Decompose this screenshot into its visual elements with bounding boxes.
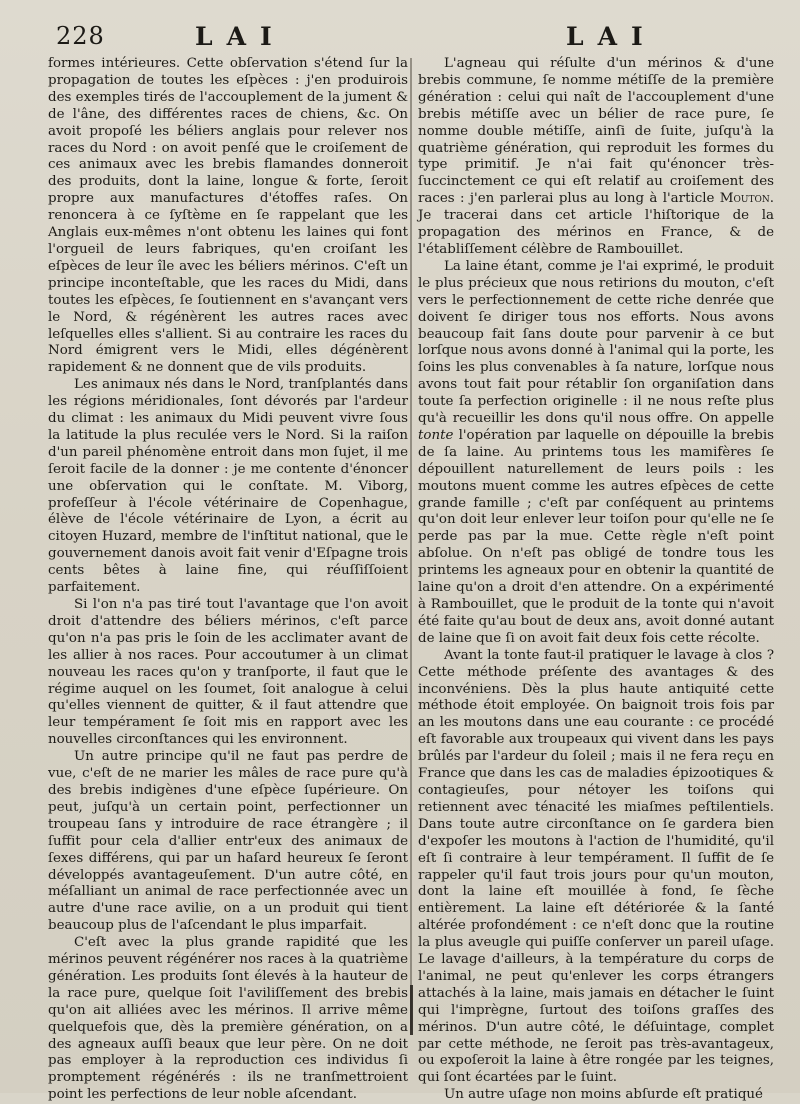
paragraph-text: L'agneau qui réſulte d'un mérinos & d'une brebis commune, ſe nomme métiſſe de la première génération : celui qui naît de l'accouplement d'une brebis métiſſe avec un bélier de race pure, ſe nomme double métiſſe, ainſi de ſuite, juſqu'à la quatrième génération, qui reproduit les formes du type primitif. Je n'ai fait qu'énoncer très-ſuccinctement ce qui eſt relatif au croiſement des races : j'en parlerai plus au long à l'article <box>418 56 774 207</box>
defined-term: tonte <box>418 427 454 443</box>
paragraph <box>418 259 774 648</box>
paragraph: Si l'on n'a pas tiré tout l'avantage que l'on avoit droit d'attendre des béliers mérinos, c'eſt parce qu'on n'a pas pris le ſoin de les acclimater avant de les allier à nos races. Pour accoutumer à un climat nouveau les races qu'on y tranſporte, il faut que le régime auquel on les ſoumet, ſoit analogue à celui qu'elles viennent de quitter, & il faut attendre que leur tempérament ſe ſoit mis en rapport avec les nouvelles circonſtances qui les environnent. <box>48 597 408 748</box>
paragraph <box>418 56 774 259</box>
right-column <box>418 56 774 1104</box>
paragraph: C'eſt avec la plus grande rapidité que les mérinos peuvent régénérer nos races à la quatrième génération. Les produits ſont élevés à la hauteur de la race pure, quelque ſoit l'aviliſſement des brebis qu'on ait alliées avec les mérinos. Il arrive même quelquefois que, dès la première génération, on a des agneaux auſſi beaux que leur père. On ne doit pas employer à la reproduction ces individus ſi promptement régénérés : ils ne tranſmettroient point les perfections de leur noble aſcendant. <box>48 935 408 1103</box>
left-column <box>48 56 408 1104</box>
paragraph: formes intérieures. Cette obſervation s'étend ſur la propagation de toutes les eſpèces : j'en produirois des exemples tirés de l'accouplement de la jument & de l'âne, des différentes races de chiens, &c. On avoit propoſé les béliers anglais pour relever nos races du Nord : on avoit penſé que le croiſement de ces animaux avec les brebis flamandes donneroit des produits, dont la laine, longue & forte, ſeroit propre aux manufactures d'étoffes raſes. On renoncera à ce ſyſtème en ſe rappelant que les Anglais eux-mêmes n'ont obtenu les laines qui font l'orgueil de leurs fabriques, qu'en croiſant les eſpèces de leur île avec les béliers mérinos. C'eſt un principe inconteſtable, que les races du Midi, dans toutes les eſpèces, ſe ſoutiennent en s'avançant vers le Nord, & régénèrent les autres races avec leſquelles elles s'allient. Si au contraire les races du Nord émigrent vers le Midi, elles dégénèrent rapidement & ne donnent que de vils produits. <box>48 56 408 376</box>
cross-reference: Mouton <box>719 191 770 207</box>
paragraph: Un autre principe qu'il ne faut pas perdre de vue, c'eſt de ne marier les mâles de race pure qu'à des brebis indigènes d'une eſpèce ſupérieure. On peut, juſqu'à un certain point, perfectionner un troupeau ſans y introduire de race étrangère ; il ſuffit pour cela d'allier entr'eux des animaux de ſexes différens, qui par un haſard heureux ſe ſeront développés avantageuſement. D'un autre côté, en méſalliant un animal de race perfectionnée avec un autre d'une race avilie, on a un produit qui tient beaucoup plus de l'aſcendant le plus imparfait. <box>48 749 408 934</box>
page-header <box>0 22 800 56</box>
column-divider-heavy <box>410 985 413 1035</box>
paragraph: Les animaux nés dans le Nord, tranſplantés dans les régions méridionales, ſont dévorés par l'ardeur du climat : les animaux du Midi peuvent vivre ſous la latitude la plus reculée vers le Nord. Si la raiſon d'un pareil phénomène entroit dans mon ſujet, il me ſeroit facile de la donner : je me contente d'énoncer une obſervation qui le conſtate. M. Viborg, profeſſeur à l'école vétérinaire de Copenhague, élève de l'école vétérinaire de Lyon, a écrit au citoyen Huzard, membre de l'inſtitut national, que le gouvernement danois avoit fait venir d'Eſpagne trois cents bêtes à laine fine, qui réuſſiſſoient parfaitement. <box>48 377 408 596</box>
paragraph-text: La laine étant, comme je l'ai exprimé, le produit le plus précieux que nous retirions du mouton, c'eſt vers le perfectionnement de cette riche denrée que doivent ſe diriger tous nos efforts. Nous avons beaucoup fait ſans doute pour parvenir à ce but lorſque nous avons donné à l'animal qui la porte, les ſoins les plus convenables à ſa nature, lorſque nous avons tout fait pour rétablir ſon organiſation dans toute ſa perfection originelle : il ne nous reſte plus qu'à recueillir les dons qu'il nous offre. On appelle <box>418 258 774 427</box>
running-head-left: LAI <box>195 22 286 51</box>
paragraph-text: l'opération par laquelle on dépouille la brebis de ſa laine. Au printems tous les mamifères ſe dépouillent naturellement de leurs poils : les moutons muent comme les autres eſpèces de cette grande famille ; c'eſt par conſéquent au printems qu'on doit leur enlever leur toiſon pour qu'elle ne ſe perde pas par la mue. Cette règle n'eſt point abſolue. On n'eſt pas obligé de tondre tous les printems les agneaux pour en obtenir la quantité de laine qu'on a droit d'en attendre. On a expérimenté à Rambouillet, que le produit de la tonte qui n'avoit été faite qu'au bout de deux ans, avoit donné autant de laine que ſi on avoit fait deux fois cette récolte. <box>418 427 774 646</box>
paragraph: Un autre uſage non moins abſurde eſt pratiqué <box>444 1087 763 1103</box>
column-divider <box>410 58 412 1030</box>
paragraph: Avant la tonte faut-il pratiquer le lavage à clos ? Cette méthode préſente des avantages & des inconvéniens. Dès la plus haute antiquité cette méthode étoit employée. On baignoit trois fois par an les moutons dans une eau courante : ce procédé eſt favorable aux troupeaux qui vivent dans les pays brûlés par l'ardeur du ſoleil ; mais il ne fera reçu en France que dans les cas de maladies épizootiques & contagieuſes, pour nétoyer les toiſons qui retiennent avec ténacité les miaſmes peſtilentiels. Dans toute autre circonſtance on ſe gardera bien d'expoſer les moutons à l'action de l'humidité, qu'il eſt ſi contraire à leur tempérament. Il ſuffit de ſe rappeler qu'il faut trois jours pour qu'un mouton, dont la laine eſt mouillée à fond, ſe ſèche entièrement. La laine eſt détériorée & la ſanté altérée profondément : ce n'eſt donc que la routine la plus aveugle qui puiſſe conſerver un pareil uſage. Le lavage d'ailleurs, à la température du corps de l'animal, ne peut qu'enlever les corps étrangers attachés à la laine, mais jamais en détacher le ſuint qui l'imprègne, ſurtout des toiſons graſſes des mérinos. D'un autre côté, le déſuintage, complet par cette méthode, ne ſeroit pas très-avantageux, ou expoſeroit la laine à être rongée par les teignes, qui ſont écartées par le ſuint. <box>418 647 774 1086</box>
paragraph-text: . Je tracerai dans cet article l'hiſtorique de la propagation des mérinos en France, & de l'établiſſement célèbre de Rambouillet. <box>418 191 774 257</box>
page-number: 228 <box>56 22 105 50</box>
running-head-right: LAI <box>566 22 657 51</box>
